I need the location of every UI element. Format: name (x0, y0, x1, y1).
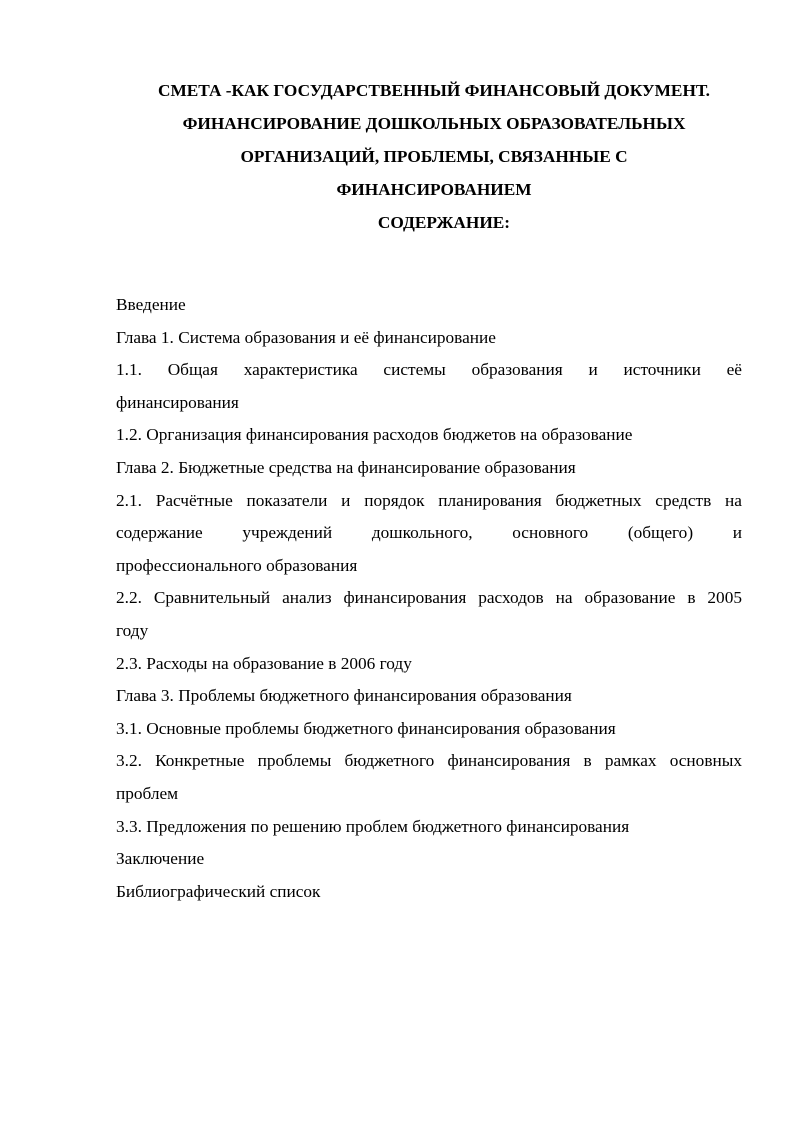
toc-line-tail: году (116, 620, 149, 640)
toc-item-section-3-2 (116, 745, 742, 810)
toc-line (116, 582, 742, 615)
toc-word: Конкретные (155, 751, 245, 771)
toc-word: расходов (478, 588, 544, 608)
toc-line-tail: проблем (116, 783, 179, 803)
toc-word: в (687, 588, 696, 608)
toc-word: её (726, 360, 742, 380)
toc-line-tail: финансирования (116, 392, 239, 412)
toc-word: планирования (438, 490, 542, 510)
toc-word: основных (669, 751, 742, 771)
toc-word: анализ (282, 588, 332, 608)
toc-item-chapter-3: Глава 3. Проблемы бюджетного финансирования образования (116, 686, 572, 706)
toc-word: средств (655, 490, 712, 510)
toc-word: основного (512, 523, 589, 543)
toc-line (116, 354, 742, 387)
toc-word: системы (383, 360, 446, 380)
document-title (116, 74, 742, 206)
toc-word: источники (623, 360, 701, 380)
toc-word: на (725, 490, 742, 510)
toc-word: финансирования (343, 588, 467, 608)
toc-word: и (732, 523, 742, 543)
toc-line (116, 517, 742, 550)
toc-word: бюджетного (344, 751, 435, 771)
toc-word: образования (471, 360, 563, 380)
toc-word: Сравнительный (153, 588, 271, 608)
toc-word: 3.2. (116, 751, 142, 771)
toc-word: на (555, 588, 573, 608)
toc-word: 2.1. (116, 490, 142, 510)
toc-word: рамках (604, 751, 657, 771)
title-line-4: ФИНАНСИРОВАНИЕМ (336, 180, 532, 199)
contents-heading: СОДЕРЖАНИЕ: (377, 213, 511, 232)
toc-word: и (341, 490, 351, 510)
toc-word: дошкольного, (371, 523, 473, 543)
toc-item-section-2-2 (116, 582, 742, 647)
toc-word: (общего) (627, 523, 694, 543)
toc-word: 2.2. (116, 588, 142, 608)
toc-word: финансирования (447, 751, 571, 771)
toc-item-conclusion: Заключение (116, 849, 205, 869)
toc-word: 1.1. (116, 360, 142, 380)
toc-item-bibliography: Библиографический список (116, 881, 321, 901)
toc-word: учреждений (242, 523, 333, 543)
toc-word: Расчётные (155, 490, 233, 510)
toc-word: Общая (167, 360, 218, 380)
toc-item-section-3-1: 3.1. Основные проблемы бюджетного финансирования образования (116, 718, 616, 738)
toc-word: проблемы (257, 751, 332, 771)
toc-word: бюджетных (555, 490, 642, 510)
toc-item-section-3-3: 3.3. Предложения по решению проблем бюджетного финансирования (116, 816, 630, 836)
toc-line (116, 485, 742, 518)
toc-word: характеристика (243, 360, 358, 380)
table-of-contents (116, 289, 742, 908)
toc-item-introduction: Введение (116, 295, 186, 314)
title-line-1: СМЕТА -КАК ГОСУДАРСТВЕННЫЙ ФИНАНСОВЫЙ ДОКУМЕНТ. (157, 81, 711, 100)
toc-word: содержание (116, 523, 203, 543)
toc-word: порядок (364, 490, 425, 510)
toc-word: образование (584, 588, 676, 608)
toc-item-chapter-1: Глава 1. Система образования и её финансирование (116, 327, 496, 347)
toc-line (116, 745, 742, 778)
toc-line-tail: профессионального образования (116, 555, 358, 575)
toc-item-section-1-2: 1.2. Организация финансирования расходов бюджетов на образование (116, 425, 633, 445)
toc-item-section-1-1 (116, 354, 742, 419)
toc-word: и (588, 360, 598, 380)
toc-word: показатели (246, 490, 328, 510)
title-line-2: ФИНАНСИРОВАНИЕ ДОШКОЛЬНЫХ ОБРАЗОВАТЕЛЬНЫХ (182, 114, 686, 133)
toc-word: в (583, 751, 592, 771)
toc-item-chapter-2: Глава 2. Бюджетные средства на финансирование образования (116, 457, 576, 477)
toc-item-section-2-1 (116, 485, 742, 583)
title-line-3: ОРГАНИЗАЦИЙ, ПРОБЛЕМЫ, СВЯЗАННЫЕ С (240, 147, 628, 166)
toc-word: 2005 (707, 588, 742, 608)
toc-item-section-2-3: 2.3. Расходы на образование в 2006 году (116, 653, 412, 673)
